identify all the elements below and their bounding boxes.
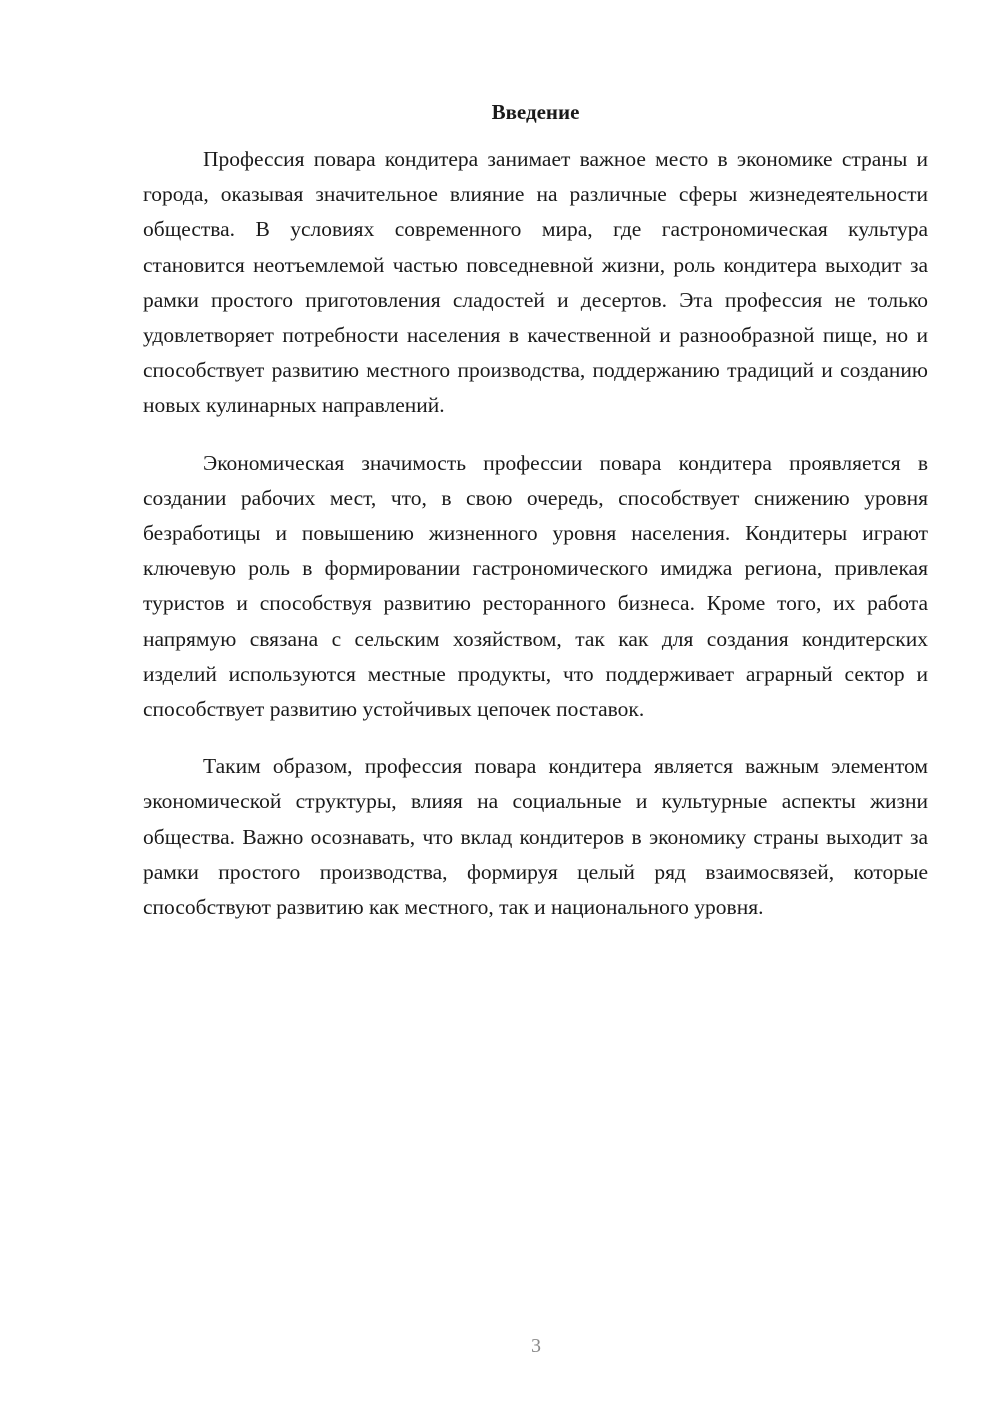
paragraph-1: Профессия повара кондитера занимает важное место в экономике страны и города, оказывая значительное влияние на различные сферы жизнедеятельности общества. В условиях современного мира, где гастрономическая культура становится неотъемлемой частью повседневной жизни, роль кондитера выходит за рамки простого приготовления сладостей и десертов. Эта профессия не только удовлетворяет потребности населения в качественной и разнообразной пище, но и способствует развитию местного производства, поддержанию традиций и созданию новых кулинарных направлений. <box>143 147 928 418</box>
page-number: 3 <box>531 1335 541 1357</box>
section-title: Введение <box>491 100 580 124</box>
paragraph-2: Экономическая значимость профессии повара кондитера проявляется в создании рабочих мест, что, в свою очередь, способствует снижению уровня безработицы и повышению жизненного уровня населения. Кондитеры играют ключевую роль в формировании гастрономического имиджа региона, привлекая туристов и способствуя развитию ресторанного бизнеса. Кроме того, их работа напрямую связана с сельским хозяйством, так как для создания кондитерских изделий используются местные продукты, что поддерживает аграрный сектор и способствует развитию устойчивых цепочек поставок. <box>143 450 928 722</box>
document-body <box>143 142 928 947</box>
paragraph-3: Таким образом, профессия повара кондитера является важным элементом экономической структуры, влияя на социальные и культурные аспекты жизни общества. Важно осознавать, что вклад кондитеров в экономику страны выходит за рамки простого производства, формируя целый ряд взаимосвязей, которые способствуют развитию как местного, так и национального уровня. <box>143 754 928 920</box>
